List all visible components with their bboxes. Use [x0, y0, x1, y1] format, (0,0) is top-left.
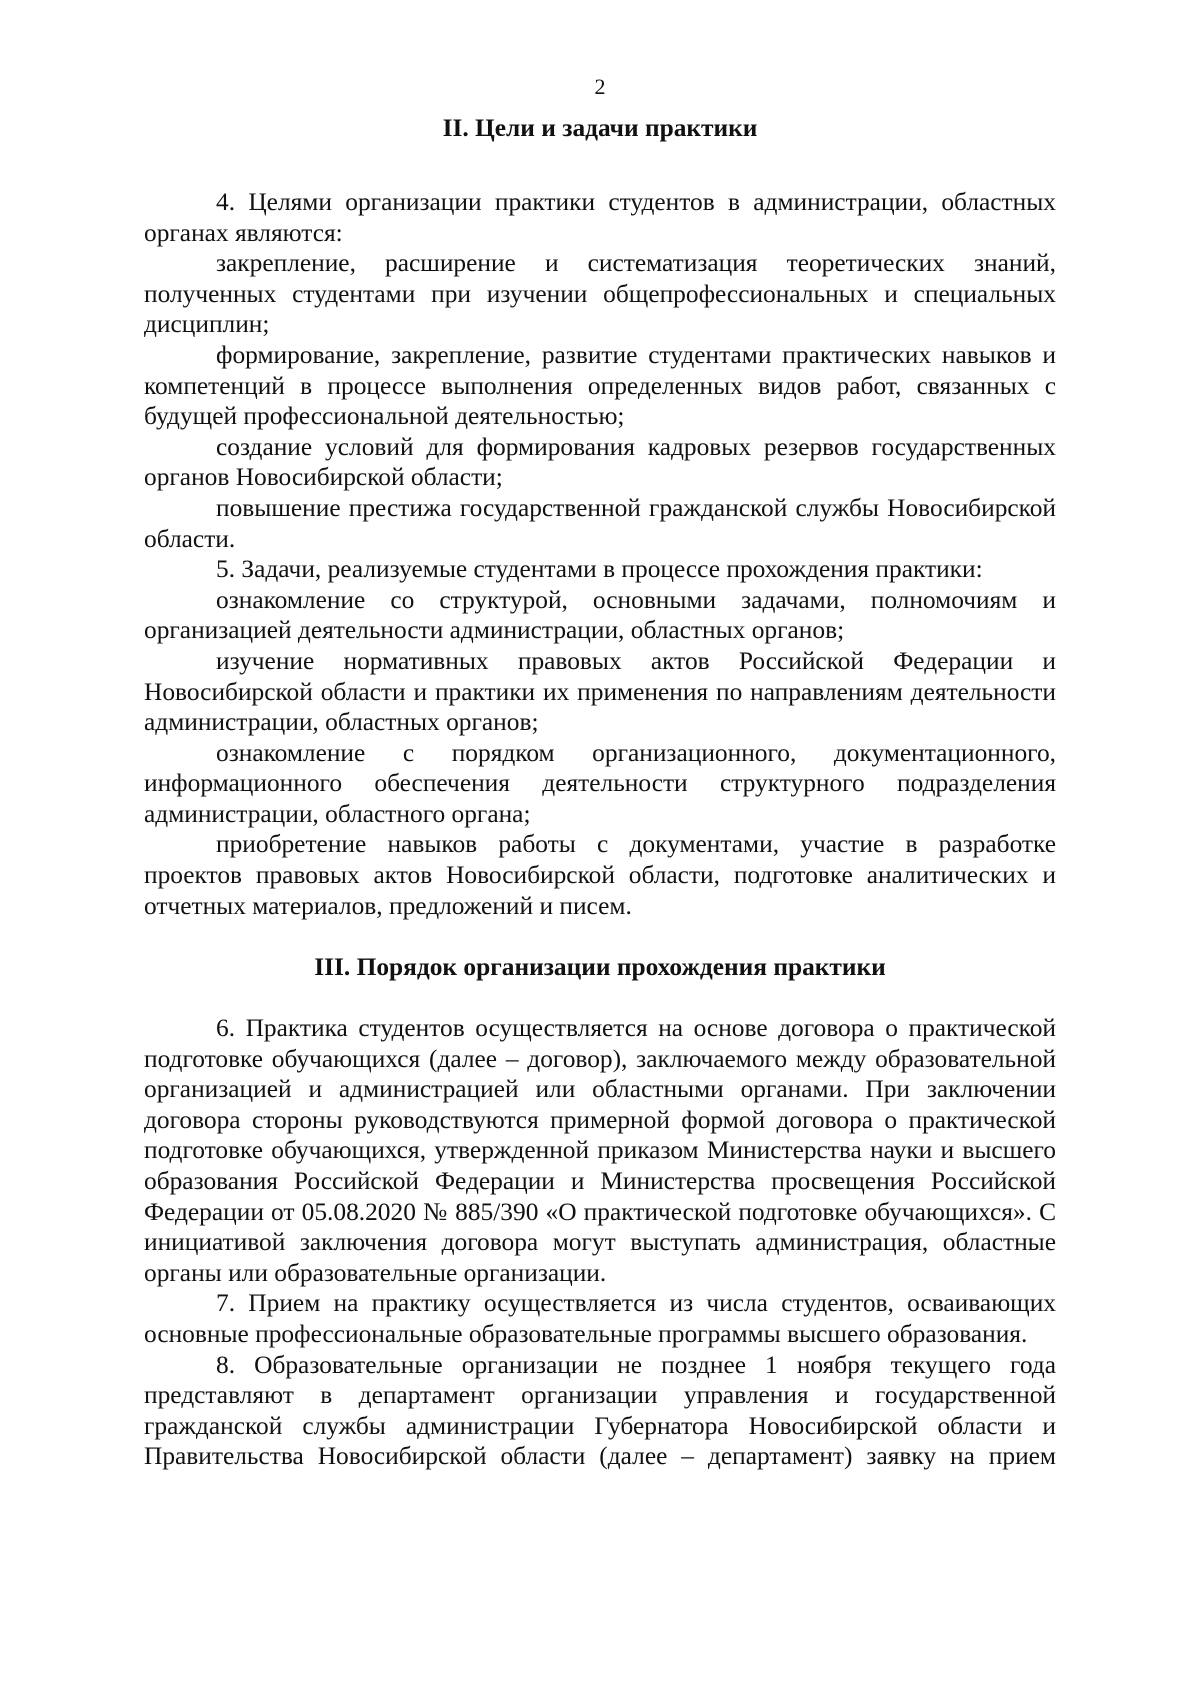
task-item: ознакомление со структурой, основными задачами, полномочиям и организацией деятельности администрации, областных органов;: [144, 585, 1056, 645]
paragraph-item-5: 5. Задачи, реализуемые студентами в процессе прохождения практики:: [216, 555, 983, 584]
task-item: изучение нормативных правовых актов Российской Федерации и Новосибирской области и практики их применения по направлениям деятельности администрации, областных органов;: [144, 646, 1056, 737]
goal-item: формирование, закрепление, развитие студентами практических навыков и компетенций в процессе выполнения определенных видов работ, связанных с будущей профессиональной деятельностью;: [144, 340, 1056, 431]
task-item: приобретение навыков работы с документами, участие в разработке проектов правовых актов Новосибирской области, подготовке аналитических и отчетных материалов, предложений и писем.: [144, 830, 1056, 920]
section-body-procedure: [144, 1013, 1056, 1472]
goal-item: создание условий для формирования кадровых резервов государственных органов Новосибирской области;: [144, 432, 1056, 492]
section-body-goals: [144, 187, 1056, 921]
page-number: 2: [594, 74, 606, 99]
task-item: ознакомление с порядком организационного, документационного, информационного обеспечения деятельности структурного подразделения администрации, областного органа;: [144, 738, 1056, 828]
paragraph-item-7: 7. Прием на практику осуществляется из числа студентов, осваивающих основные профессиональные образовательные программы высшего образования.: [144, 1289, 1056, 1348]
goal-item: закрепление, расширение и систематизация теоретических знаний, полученных студентами при изучении общепрофессиональных и специальных дисциплин;: [144, 249, 1056, 339]
paragraph-item-4: 4. Целями организации практики студентов в администрации, областных органах являются:: [144, 188, 1056, 247]
section-heading-goals: II. Цели и задачи практики: [442, 114, 758, 142]
paragraph-item-8: 8. Образовательные организации не позднее 1 ноября текущего года представляют в департамент организации управления и государственной гражданской службы администрации Губернатора Новосибирской области и Правительства Новосибирской области (далее – департамент) заявку на прием: [144, 1350, 1056, 1471]
section-heading-procedure: III. Порядок организации прохождения практики: [314, 953, 886, 981]
goal-item: повышение престижа государственной гражданской службы Новосибирской области.: [144, 493, 1056, 553]
paragraph-item-6: 6. Практика студентов осуществляется на основе договора о практической подготовке обучающихся (далее – договор), заключаемого между образовательной организацией и администрацией или областными органами. При заключении договора стороны руководствуются примерной формой договора о практической подготовке обучающихся, утвержденной приказом Министерства науки и высшего образования Российской Федерации и Министерства просвещения Российской Федерации от 05.08.2020 № 885/390 «О практической подготовке обучающихся». С инициативой заключения договора могут выступать администрация, областные органы или образовательные организации.: [144, 1014, 1056, 1287]
